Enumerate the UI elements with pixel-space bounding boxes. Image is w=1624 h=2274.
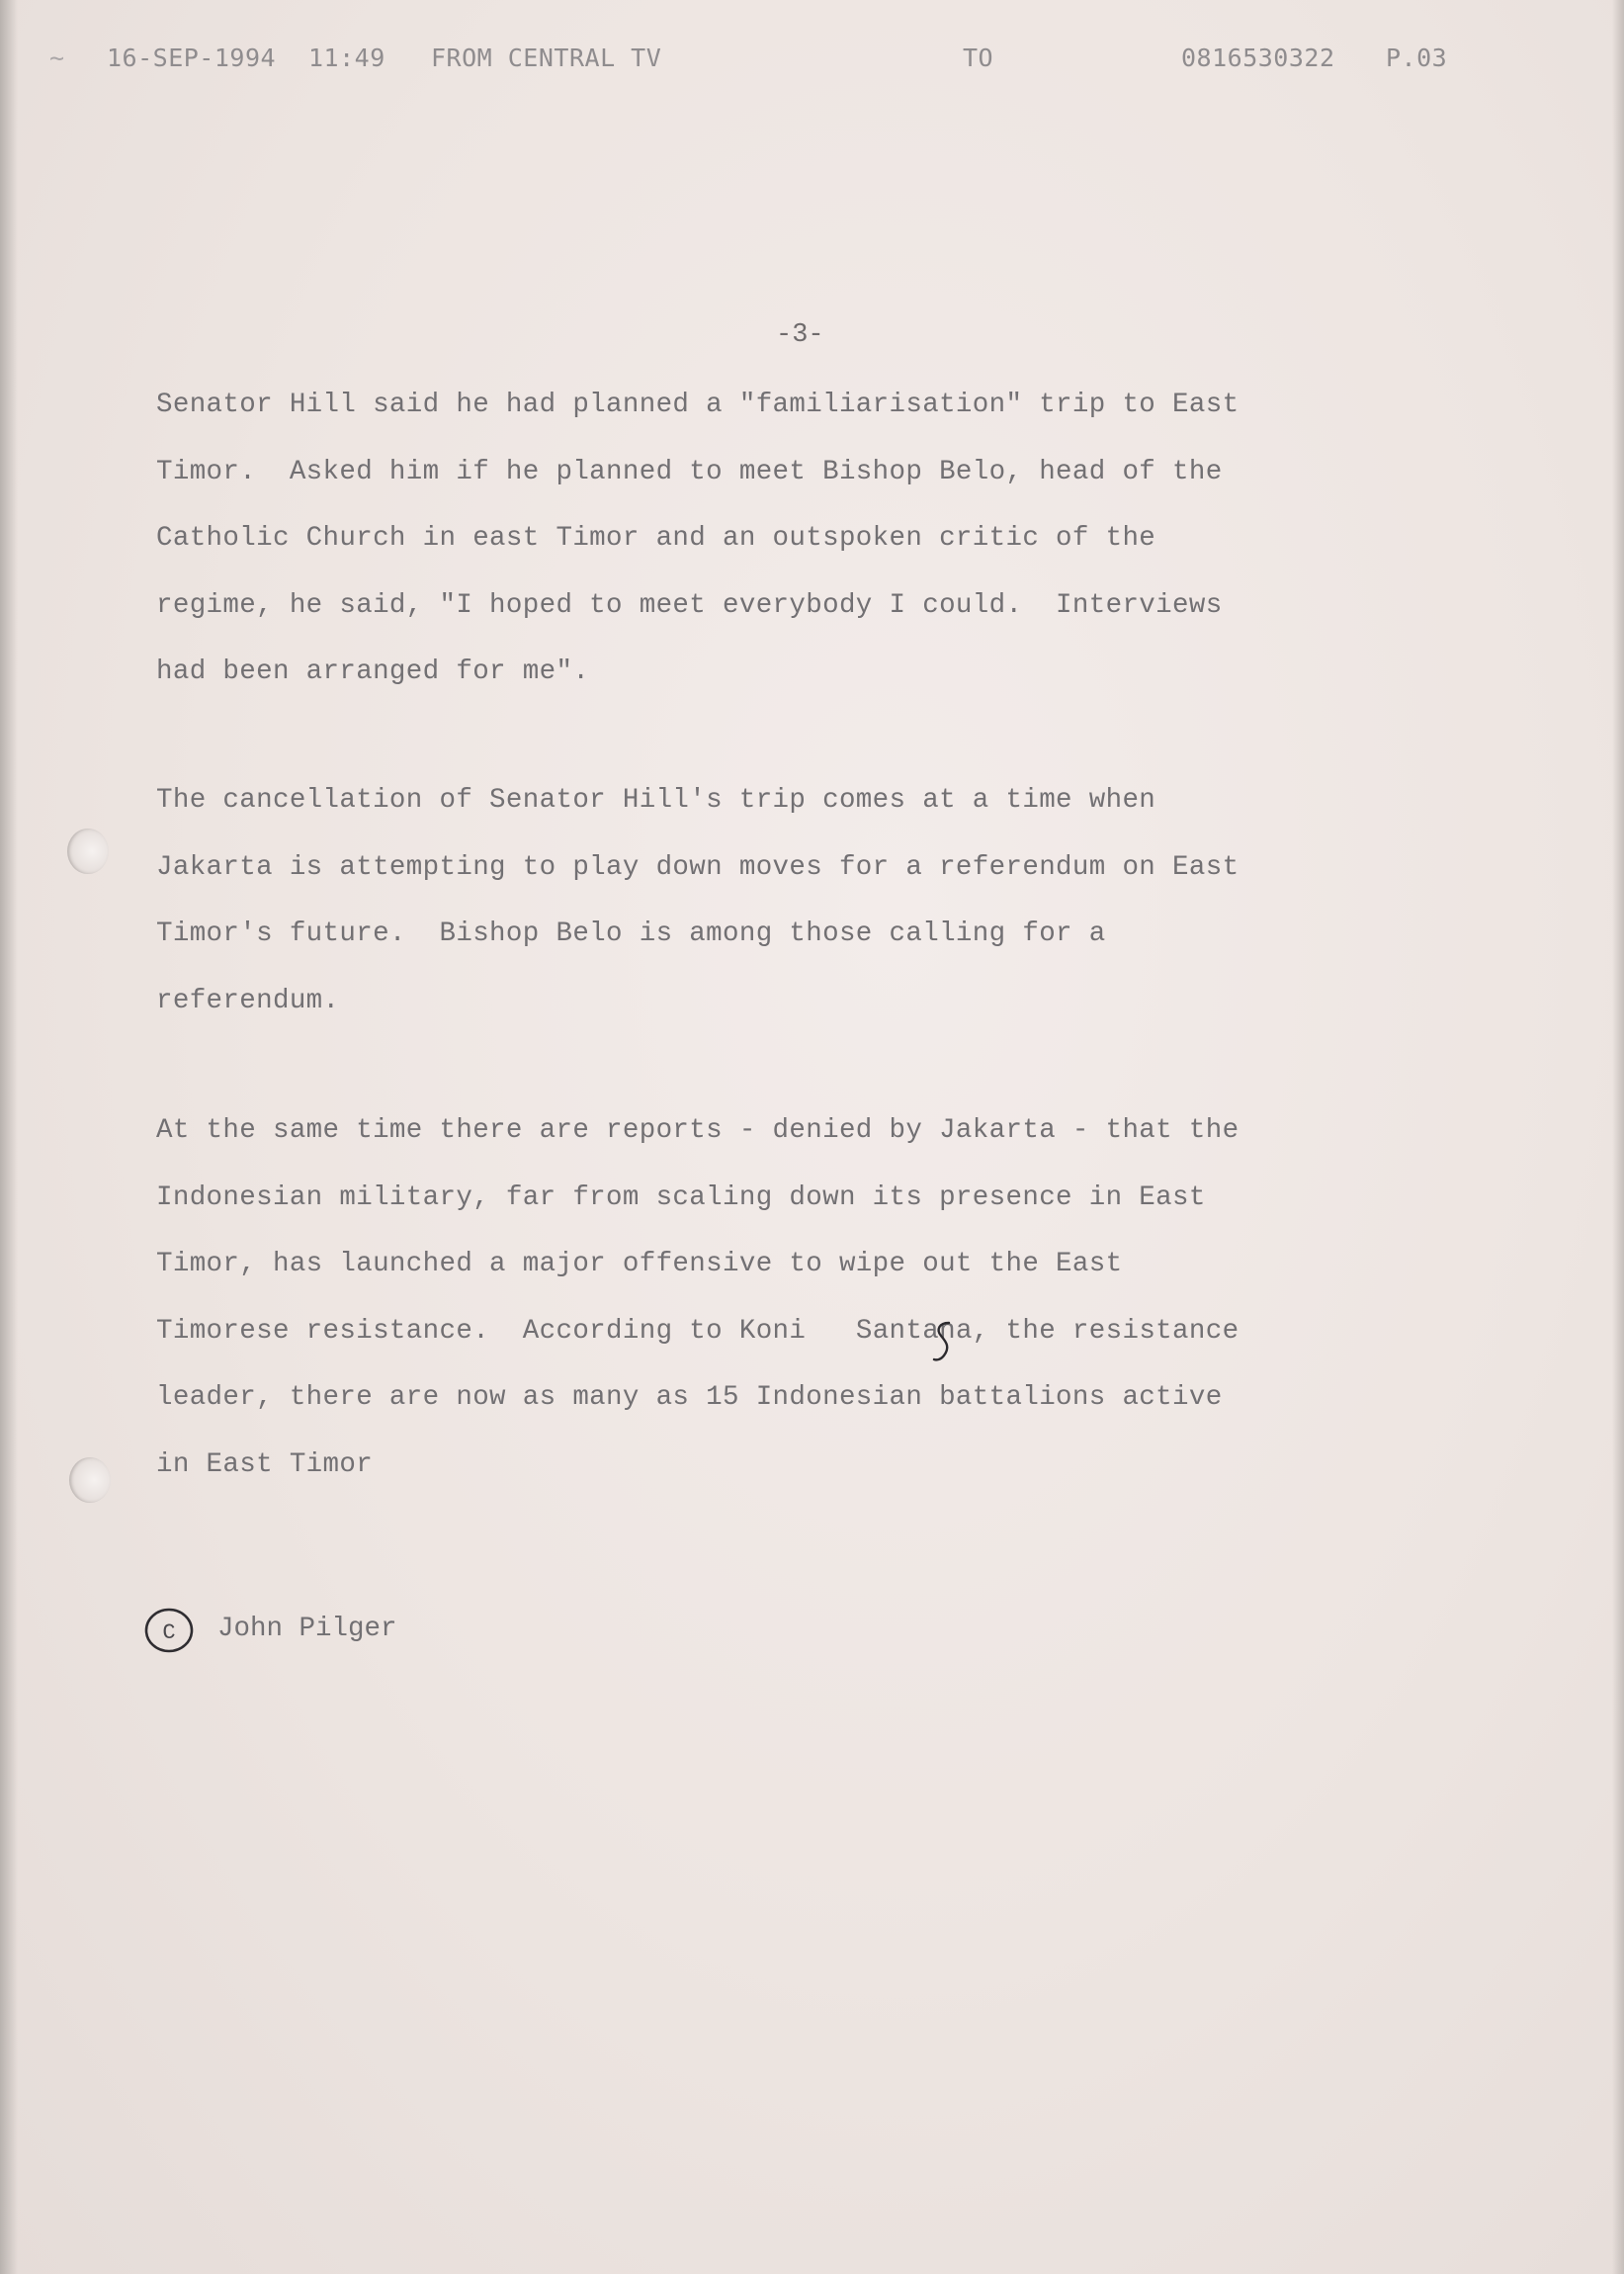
paragraph-line: referendum. [156,985,340,1016]
paragraph-line: Senator Hill said he had planned a "familiarisation" trip to East [156,390,1239,420]
paragraph-line: had been arranged for me". [156,656,590,687]
handwritten-gap [806,1316,839,1347]
punch-hole [67,829,109,874]
paragraph-line: Jakarta is attempting to play down moves for a referendum on East [156,851,1239,883]
paragraph-line: Catholic Church in east Timor and an outspoken critic of the [156,523,1156,554]
paragraph-line: Timor, has launched a major offensive to wipe out the East [156,1249,1123,1279]
paragraph-line: Timor. Asked him if he planned to meet Bishop Belo, head of the [156,456,1223,487]
fax-header-page: P.03 [1386,44,1448,72]
paragraph-1 [156,372,1481,706]
paragraph-line-part: Timorese resistance. According to Koni [156,1315,807,1347]
paragraph-line: The cancellation of Senator Hill's trip comes at a time when [156,785,1156,816]
author-name: John Pilger [217,1614,397,1644]
fax-header-number: 0816530322 [1181,44,1335,72]
paragraph-line-part: Santana, the resistance [838,1315,1239,1347]
paragraph-line [156,1298,1481,1365]
paragraph-line: regime, he said, "I hoped to meet everybody I could. Interviews [156,589,1223,621]
copyright-circle-icon [140,1604,202,1657]
page-edge-shadow-right [1612,0,1624,2274]
fax-header-date: 16-SEP-1994 [107,44,277,72]
paragraph-2 [156,767,1481,1034]
fax-header [49,44,1473,83]
fax-header-to: TO [963,44,994,72]
punch-hole [69,1457,111,1503]
copyright-letter: C [162,1620,176,1645]
page-edge-shadow-left [0,0,18,2274]
fax-header-from: FROM CENTRAL TV [431,44,662,72]
paragraph-line: leader, there are now as many as 15 Indonesian battalions active [156,1382,1223,1413]
handwritten-s-correction [931,1320,955,1363]
paragraph-line: Timor's future. Bishop Belo is among those calling for a [156,918,1106,949]
fax-header-time: 11:49 [308,44,385,72]
paragraph-line: in East Timor [156,1448,374,1480]
paragraph-line: Indonesian military, far from scaling down its presence in East [156,1181,1206,1213]
paragraph-line: At the same time there are reports - denied by Jakarta - that the [156,1115,1239,1146]
paragraph-3 [156,1097,1481,1498]
page-number: -3- [776,320,824,350]
fax-header-mark: ~ [49,44,65,72]
